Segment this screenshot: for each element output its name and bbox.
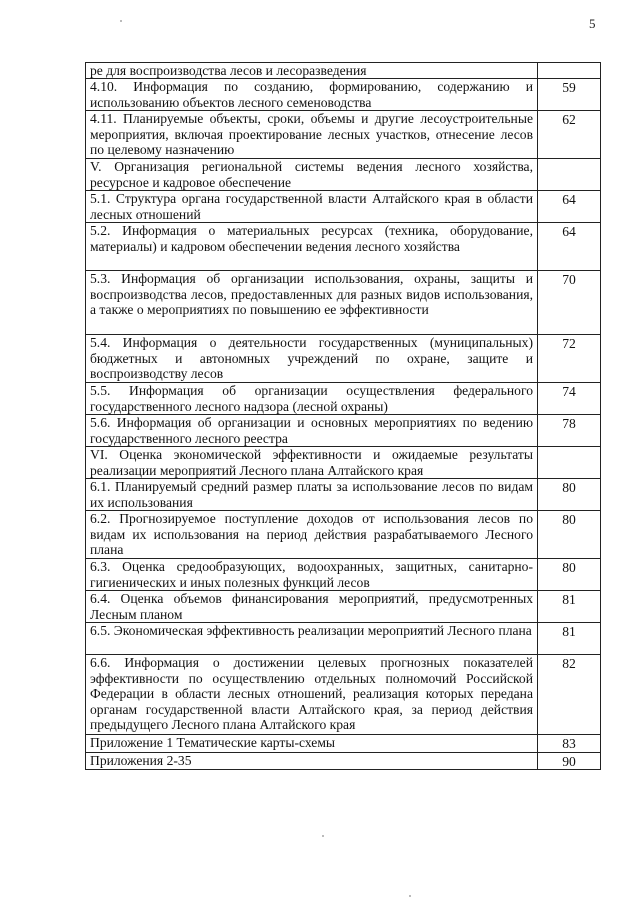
toc-row	[86, 63, 601, 79]
toc-entry-title: 5.5. Информация об организации осуществления федерального государственного лесного надзора (лесной охраны)	[86, 383, 538, 415]
toc-row	[86, 415, 601, 447]
toc-entry-page: 64	[538, 223, 601, 271]
toc-entry-page: 80	[538, 559, 601, 591]
toc-entry-title: Приложения 2-35	[86, 752, 538, 769]
toc-entry-title: 5.2. Информация о материальных ресурсах (техника, оборудование, материалы) и кадровом обеспечении ведения лесного хозяйства	[86, 223, 538, 271]
toc-entry-page	[538, 447, 601, 479]
toc-body	[86, 63, 601, 770]
toc-entry-title: VI. Оценка экономической эффективности и ожидаемые результаты реализации мероприятий Лесного плана Алтайского края	[86, 447, 538, 479]
toc-row	[86, 591, 601, 623]
scan-speck	[322, 835, 324, 837]
toc-row	[86, 511, 601, 559]
toc-entry-title: 6.5. Экономическая эффективность реализации мероприятий Лесного плана	[86, 623, 538, 655]
scan-speck	[120, 20, 122, 22]
toc-entry-title: 6.4. Оценка объемов финансирования мероприятий, предусмотренных Лесным планом	[86, 591, 538, 623]
toc-entry-page: 64	[538, 191, 601, 223]
toc-entry-page: 59	[538, 79, 601, 111]
toc-entry-page	[538, 63, 601, 79]
toc-entry-title: Приложение 1 Тематические карты-схемы	[86, 735, 538, 752]
table-of-contents	[85, 62, 601, 770]
toc-row	[86, 79, 601, 111]
toc-entry-title: 6.2. Прогнозируемое поступление доходов от использования лесов по видам их использования на период действия разрабатываемого Лесного плана	[86, 511, 538, 559]
scan-speck	[409, 895, 411, 897]
toc-row	[86, 335, 601, 383]
toc-entry-title: 6.6. Информация о достижении целевых прогнозных показателей эффективности по осуществлению отдельных полномочий Российской Федерации в области лесных отношений, реализация которых передана органам государственной власти Алтайского края, за период действия предыдущего Лесного плана Алтайского края	[86, 655, 538, 735]
toc-row	[86, 752, 601, 769]
toc-entry-title: V. Организация региональной системы ведения лесного хозяйства, ресурсное и кадровое обеспечение	[86, 159, 538, 191]
toc-entry-page: 81	[538, 591, 601, 623]
toc-entry-page: 80	[538, 479, 601, 511]
toc-entry-page: 80	[538, 511, 601, 559]
toc-row	[86, 559, 601, 591]
toc-row	[86, 479, 601, 511]
toc-entry-title: ре для воспроизводства лесов и лесоразведения	[86, 63, 538, 79]
toc-entry-page: 81	[538, 623, 601, 655]
toc-row	[86, 191, 601, 223]
toc-row	[86, 111, 601, 159]
toc-entry-title: 5.6. Информация об организации и основных мероприятиях по ведению государственного лесного реестра	[86, 415, 538, 447]
toc-row	[86, 271, 601, 335]
toc-entry-page: 78	[538, 415, 601, 447]
toc-entry-title: 6.3. Оценка средообразующих, водоохранных, защитных, санитарно-гигиенических и иных полезных функций лесов	[86, 559, 538, 591]
toc-entry-title: 6.1. Планируемый средний размер платы за использование лесов по видам их использования	[86, 479, 538, 511]
toc-row	[86, 159, 601, 191]
toc-entry-page: 72	[538, 335, 601, 383]
toc-row	[86, 655, 601, 735]
toc-entry-page	[538, 159, 601, 191]
toc-entry-page: 82	[538, 655, 601, 735]
toc-entry-title: 4.11. Планируемые объекты, сроки, объемы и другие лесоустроительные мероприятия, включая проектирование лесных участков, отнесение лесов по целевому назначению	[86, 111, 538, 159]
toc-row	[86, 223, 601, 271]
toc-row	[86, 623, 601, 655]
toc-entry-title: 5.1. Структура органа государственной власти Алтайского края в области лесных отношений	[86, 191, 538, 223]
toc-entry-page: 62	[538, 111, 601, 159]
toc-row	[86, 447, 601, 479]
toc-row	[86, 383, 601, 415]
toc-entry-page: 90	[538, 752, 601, 769]
page-number: 5	[589, 16, 596, 31]
toc-entry-page: 70	[538, 271, 601, 335]
toc-entry-page: 74	[538, 383, 601, 415]
toc-entry-title: 5.4. Информация о деятельности государственных (муниципальных) бюджетных и автономных учреждений по охране, защите и воспроизводству лесов	[86, 335, 538, 383]
toc-entry-page: 83	[538, 735, 601, 752]
toc-row	[86, 735, 601, 752]
toc-entry-title: 5.3. Информация об организации использования, охраны, защиты и воспроизводства лесов, предоставленных для разных видов использования, а также о мероприятиях по повышению ее эффективности	[86, 271, 538, 335]
toc-entry-title: 4.10. Информация по созданию, формированию, содержанию и использованию объектов лесного семеноводства	[86, 79, 538, 111]
